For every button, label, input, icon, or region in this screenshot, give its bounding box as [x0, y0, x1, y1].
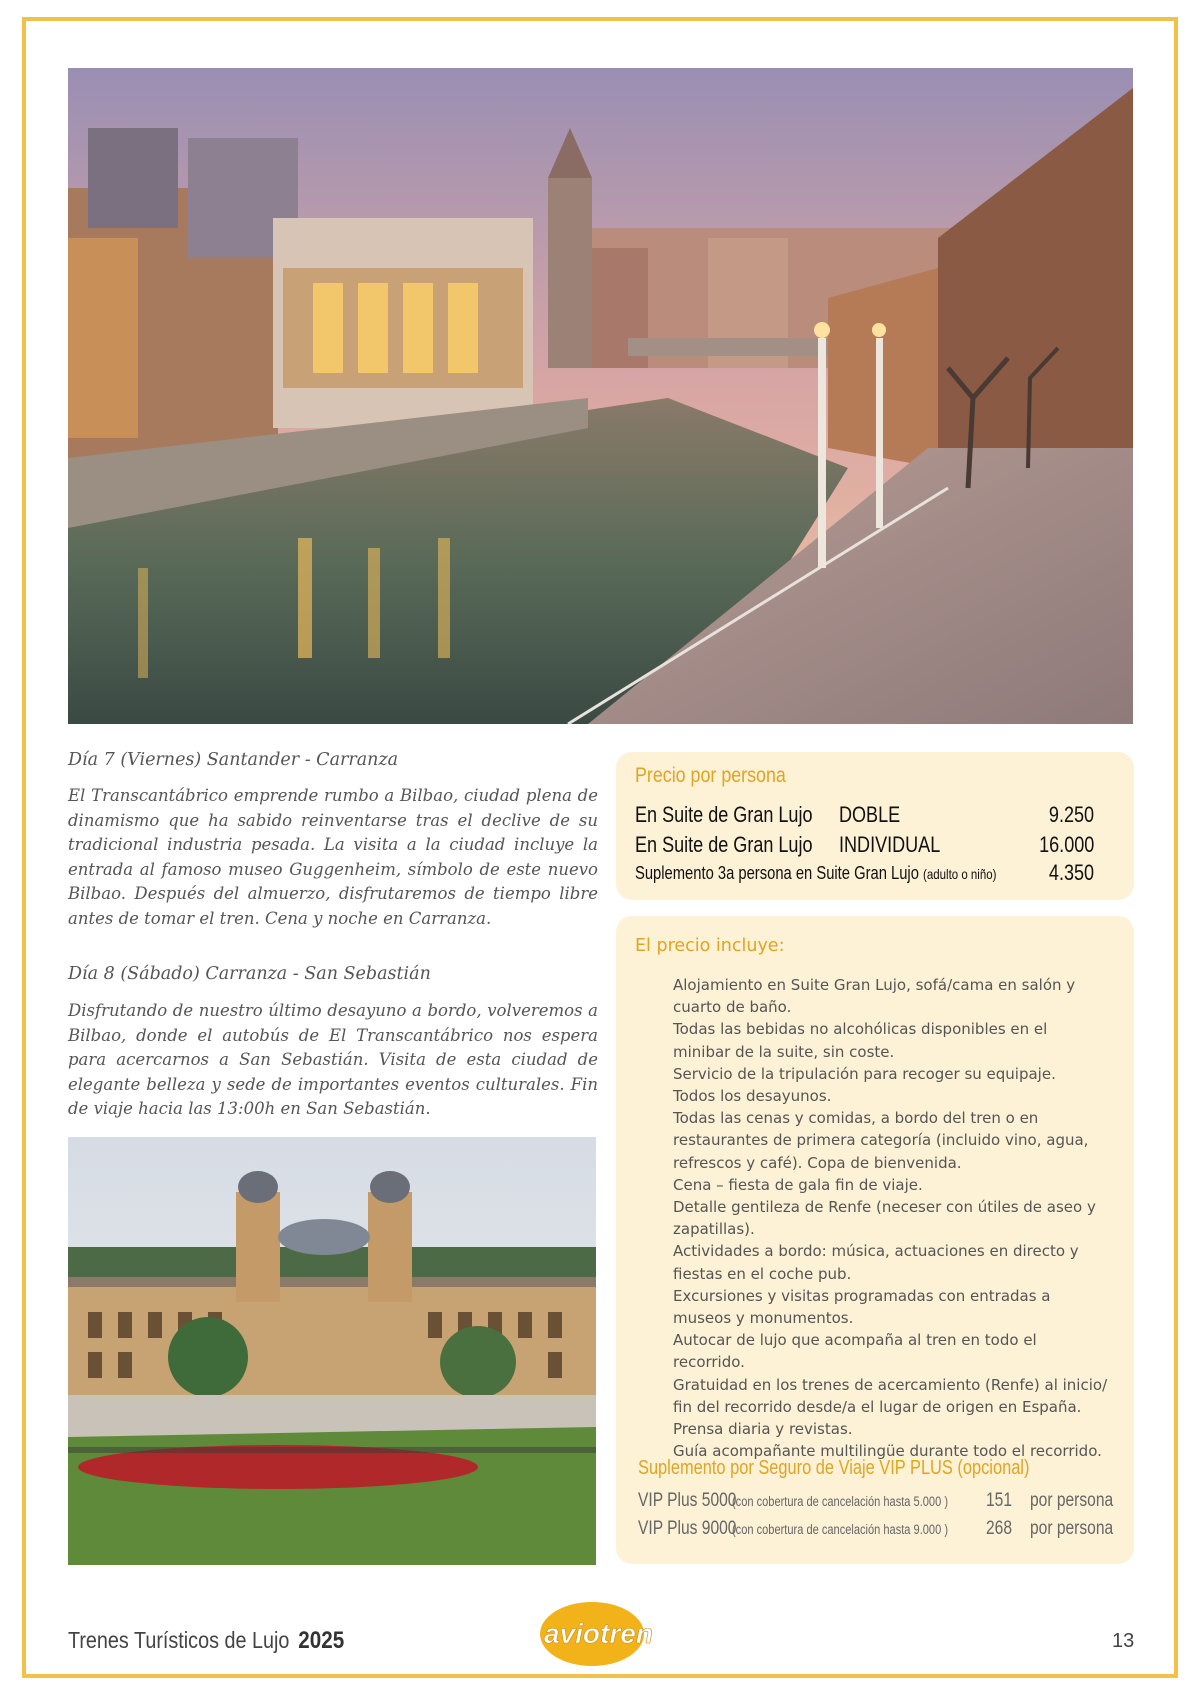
price-type: INDIVIDUAL	[839, 832, 941, 857]
insurance-row-9000	[638, 1518, 1114, 1544]
day8-title: Día 8 (Sábado) Carranza - San Sebastián	[68, 964, 431, 984]
price-label: En Suite de Gran Lujo	[635, 802, 813, 827]
insurance-note: (con cobertura de cancelación hasta 5.000 )	[732, 1494, 949, 1509]
price-row-single	[635, 832, 1094, 860]
day7-description: El Transcantábrico emprende rumbo a Bilbao, ciudad plena de dinamismo que ha sabido reinventarse tras el declive de su tradicional industria pesada. La visita a la ciudad incluye la entrada al famoso museo Guggenheim, símbolo de este nuevo Bilbao. Después del almuerzo, disfrutaremos de tiempo libre antes de tomar el tren. Cena y noche en Carranza.	[68, 786, 598, 928]
price-amount: 16.000	[1038, 832, 1094, 857]
list-item: Todos los desayunos.	[673, 1087, 832, 1106]
insurance-name: VIP Plus 5000	[638, 1490, 737, 1511]
price-type: DOBLE	[839, 802, 901, 827]
price-heading: Precio por persona	[635, 764, 786, 787]
list-item: Excursiones y visitas programadas con entradas a museos y monumentos.	[673, 1286, 1051, 1328]
san-sebastian-city-hall-photo	[68, 1137, 596, 1565]
day7-title: Día 7 (Viernes) Santander - Carranza	[68, 750, 399, 770]
bilbao-river-photo	[68, 68, 1133, 724]
includes-heading: El precio incluye:	[635, 936, 785, 956]
price-row-double	[635, 802, 1094, 830]
insurance-amount: 151	[986, 1490, 1012, 1511]
includes-box	[616, 916, 1134, 1564]
list-item: Actividades a bordo: música, actuaciones en directo y fiestas en el coche pub.	[673, 1242, 1079, 1283]
list-item: Detalle gentileza de Renfe (neceser con útiles de aseo y zapatillas).	[673, 1198, 1096, 1239]
list-item: Gratuidad en los trenes de acercamiento (Renfe) al inicio/ fin del recorrido desde/a el lugar de origen en España.	[673, 1375, 1108, 1416]
insurance-row-5000	[638, 1490, 1114, 1516]
price-label: En Suite de Gran Lujo	[635, 832, 813, 857]
list-item: Prensa diaria y revistas.	[673, 1420, 853, 1439]
footer-title	[68, 1627, 344, 1655]
insurance-note: (con cobertura de cancelación hasta 9.000 )	[732, 1522, 949, 1537]
list-item: Cena – fiesta de gala fin de viaje.	[673, 1175, 923, 1194]
insurance-name: VIP Plus 9000	[638, 1518, 737, 1539]
list-item: Alojamiento en Suite Gran Lujo, sofá/cama en salón y cuarto de baño.	[673, 976, 1076, 1017]
supplement-label-wrap	[635, 863, 996, 884]
insurance-amount: 268	[986, 1518, 1012, 1539]
price-row-supplement	[635, 860, 1094, 891]
supplement-amount: 4.350	[1048, 860, 1094, 885]
list-item: Autocar de lujo que acompaña al tren en todo el recorrido.	[673, 1331, 1037, 1372]
supplement-label: Suplemento 3a persona en Suite Gran Lujo	[635, 863, 919, 883]
list-item: Todas las cenas y comidas, a bordo del tren o en restaurantes de primera categoría (incluido vino, agua, refrescos y café). Copa de bienvenida.	[673, 1109, 1089, 1172]
list-item: Todas las bebidas no alcohólicas disponibles en el minibar de la suite, sin coste.	[673, 1020, 1048, 1061]
page-number: 13	[1112, 1630, 1135, 1652]
includes-list	[673, 974, 1109, 1462]
insurance-heading: Suplemento por Seguro de Viaje VIP PLUS (opcional)	[638, 1457, 1030, 1479]
footer-year: 2025	[298, 1627, 345, 1654]
list-item: Servicio de la tripulación para recoger su equipaje.	[673, 1064, 1056, 1083]
list-item: Guía acompañante multilingüe durante todo el recorrido.	[673, 1442, 1102, 1461]
logo-text: aviotren	[544, 1618, 653, 1649]
footer-title-text: Trenes Turísticos de Lujo	[68, 1627, 290, 1653]
price-box	[616, 752, 1134, 900]
insurance-per: por persona	[1030, 1518, 1114, 1539]
supplement-note: (adulto o niño)	[923, 866, 997, 882]
aviotren-logo	[538, 1598, 668, 1668]
price-amount: 9.250	[1048, 802, 1094, 827]
day8-description: Disfrutando de nuestro último desayuno a bordo, volveremos a Bilbao, donde el autobús de El Transcantábrico nos espera para acercarnos a San Sebastián. Visita de esta ciudad de elegante belleza y sede de importantes eventos culturales. Fin de viaje hacia las 13:00h en San Sebastián.	[68, 1001, 598, 1118]
insurance-per: por persona	[1030, 1490, 1114, 1511]
